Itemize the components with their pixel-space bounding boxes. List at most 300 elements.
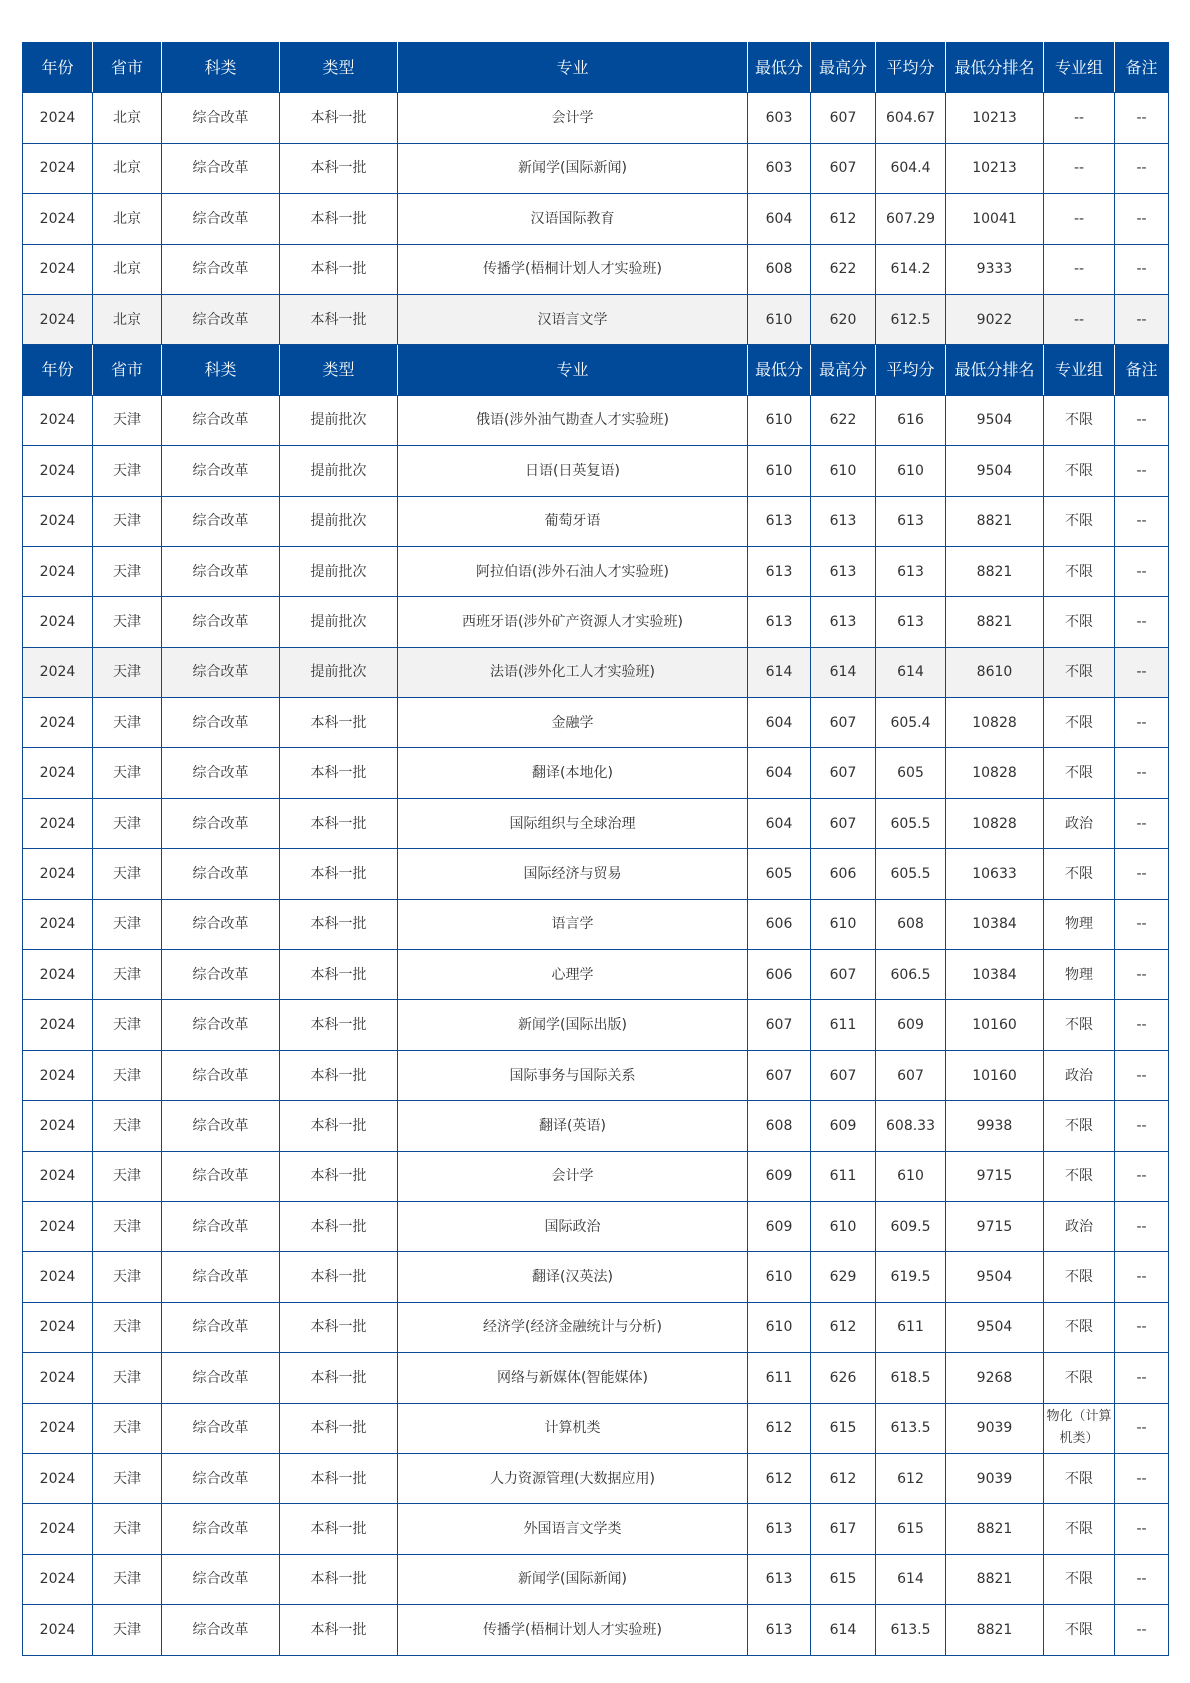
- cell-avg-score: 616: [876, 395, 946, 445]
- cell-min-rank: 9268: [946, 1353, 1044, 1403]
- cell-max-score: 612: [811, 1453, 876, 1503]
- cell-province: 天津: [93, 748, 162, 798]
- cell-min-score: 604: [748, 798, 811, 848]
- table-header-row: [23, 345, 1169, 395]
- cell-batch: 本科一批: [280, 1554, 398, 1604]
- cell-batch: 本科一批: [280, 899, 398, 949]
- cell-min-rank: 9333: [946, 244, 1044, 294]
- cell-remarks: --: [1115, 597, 1169, 647]
- cell-province: 北京: [93, 194, 162, 244]
- table-row: [23, 1000, 1169, 1050]
- cell-remarks: --: [1115, 1302, 1169, 1352]
- cell-remarks: --: [1115, 798, 1169, 848]
- cell-batch: 本科一批: [280, 244, 398, 294]
- column-header-min-score: 最低分: [748, 43, 811, 93]
- table-row: [23, 1302, 1169, 1352]
- cell-min-rank: 8821: [946, 597, 1044, 647]
- cell-subject-group: 不限: [1044, 496, 1115, 546]
- table-row: [23, 1403, 1169, 1453]
- cell-major: 法语(涉外化工人才实验班): [398, 647, 748, 697]
- cell-max-score: 607: [811, 698, 876, 748]
- cell-year: 2024: [23, 1504, 93, 1554]
- cell-subject-group: --: [1044, 93, 1115, 143]
- cell-min-rank: 9039: [946, 1453, 1044, 1503]
- cell-province: 天津: [93, 899, 162, 949]
- cell-min-score: 608: [748, 244, 811, 294]
- cell-year: 2024: [23, 1353, 93, 1403]
- table-row: [23, 496, 1169, 546]
- cell-batch: 提前批次: [280, 395, 398, 445]
- cell-category: 综合改革: [162, 1050, 280, 1100]
- cell-max-score: 611: [811, 1151, 876, 1201]
- cell-subject-group: 政治: [1044, 1050, 1115, 1100]
- cell-province: 天津: [93, 597, 162, 647]
- cell-min-rank: 10828: [946, 798, 1044, 848]
- cell-major: 翻译(英语): [398, 1101, 748, 1151]
- cell-province: 天津: [93, 1302, 162, 1352]
- cell-remarks: --: [1115, 849, 1169, 899]
- cell-remarks: --: [1115, 1101, 1169, 1151]
- cell-subject-group: 物化（计算机类）: [1044, 1403, 1115, 1453]
- cell-avg-score: 613: [876, 496, 946, 546]
- cell-province: 天津: [93, 1252, 162, 1302]
- cell-major: 西班牙语(涉外矿产资源人才实验班): [398, 597, 748, 647]
- cell-max-score: 610: [811, 446, 876, 496]
- cell-batch: 本科一批: [280, 194, 398, 244]
- cell-major: 新闻学(国际新闻): [398, 1554, 748, 1604]
- column-header-max-score: 最高分: [811, 43, 876, 93]
- cell-avg-score: 609: [876, 1000, 946, 1050]
- column-header-major: 专业: [398, 345, 748, 395]
- cell-avg-score: 605: [876, 748, 946, 798]
- cell-major: 翻译(本地化): [398, 748, 748, 798]
- cell-category: 综合改革: [162, 950, 280, 1000]
- cell-subject-group: 不限: [1044, 849, 1115, 899]
- cell-min-rank: 10160: [946, 1050, 1044, 1100]
- cell-major: 外国语言文学类: [398, 1504, 748, 1554]
- cell-year: 2024: [23, 1453, 93, 1503]
- cell-category: 综合改革: [162, 1403, 280, 1453]
- cell-province: 北京: [93, 244, 162, 294]
- cell-subject-group: 物理: [1044, 950, 1115, 1000]
- cell-min-rank: 8821: [946, 1504, 1044, 1554]
- cell-province: 天津: [93, 546, 162, 596]
- column-header-min-rank: 最低分排名: [946, 43, 1044, 93]
- cell-year: 2024: [23, 1201, 93, 1251]
- cell-remarks: --: [1115, 698, 1169, 748]
- cell-remarks: --: [1115, 1151, 1169, 1201]
- cell-category: 综合改革: [162, 1201, 280, 1251]
- admission-scores-table: [22, 42, 1169, 1656]
- cell-remarks: --: [1115, 1504, 1169, 1554]
- cell-min-score: 606: [748, 899, 811, 949]
- cell-province: 北京: [93, 93, 162, 143]
- cell-min-score: 613: [748, 1504, 811, 1554]
- cell-batch: 本科一批: [280, 93, 398, 143]
- table-row: [23, 1050, 1169, 1100]
- cell-major: 语言学: [398, 899, 748, 949]
- cell-min-score: 604: [748, 748, 811, 798]
- column-header-avg-score: 平均分: [876, 345, 946, 395]
- cell-subject-group: 不限: [1044, 1554, 1115, 1604]
- cell-min-rank: 8821: [946, 1605, 1044, 1655]
- cell-year: 2024: [23, 194, 93, 244]
- cell-subject-group: 不限: [1044, 1605, 1115, 1655]
- cell-min-rank: 10384: [946, 899, 1044, 949]
- column-header-avg-score: 平均分: [876, 43, 946, 93]
- cell-subject-group: 不限: [1044, 1353, 1115, 1403]
- cell-subject-group: --: [1044, 294, 1115, 344]
- cell-remarks: --: [1115, 496, 1169, 546]
- cell-batch: 本科一批: [280, 698, 398, 748]
- cell-province: 天津: [93, 698, 162, 748]
- cell-province: 天津: [93, 1403, 162, 1453]
- table-row: [23, 395, 1169, 445]
- cell-avg-score: 605.4: [876, 698, 946, 748]
- cell-subject-group: 不限: [1044, 1504, 1115, 1554]
- cell-category: 综合改革: [162, 194, 280, 244]
- cell-avg-score: 614: [876, 1554, 946, 1604]
- cell-max-score: 626: [811, 1353, 876, 1403]
- cell-province: 天津: [93, 446, 162, 496]
- cell-province: 天津: [93, 1504, 162, 1554]
- cell-remarks: --: [1115, 143, 1169, 193]
- table-row: [23, 1353, 1169, 1403]
- cell-min-rank: 10213: [946, 143, 1044, 193]
- cell-year: 2024: [23, 597, 93, 647]
- cell-min-score: 613: [748, 546, 811, 596]
- cell-batch: 本科一批: [280, 1453, 398, 1503]
- cell-min-score: 610: [748, 294, 811, 344]
- cell-subject-group: 不限: [1044, 1101, 1115, 1151]
- cell-min-rank: 9715: [946, 1201, 1044, 1251]
- table-row: [23, 546, 1169, 596]
- cell-batch: 本科一批: [280, 1353, 398, 1403]
- cell-max-score: 607: [811, 950, 876, 1000]
- cell-min-score: 604: [748, 698, 811, 748]
- cell-min-score: 614: [748, 647, 811, 697]
- cell-year: 2024: [23, 1403, 93, 1453]
- column-header-remarks: 备注: [1115, 43, 1169, 93]
- cell-batch: 本科一批: [280, 748, 398, 798]
- cell-avg-score: 607.29: [876, 194, 946, 244]
- table-row: [23, 1605, 1169, 1655]
- cell-category: 综合改革: [162, 93, 280, 143]
- cell-major: 新闻学(国际新闻): [398, 143, 748, 193]
- table-body: [23, 43, 1169, 1656]
- cell-max-score: 620: [811, 294, 876, 344]
- table-row: [23, 748, 1169, 798]
- cell-year: 2024: [23, 1302, 93, 1352]
- cell-batch: 本科一批: [280, 143, 398, 193]
- cell-batch: 提前批次: [280, 546, 398, 596]
- cell-remarks: --: [1115, 1252, 1169, 1302]
- cell-major: 新闻学(国际出版): [398, 1000, 748, 1050]
- column-header-max-score: 最高分: [811, 345, 876, 395]
- cell-min-score: 613: [748, 496, 811, 546]
- cell-category: 综合改革: [162, 496, 280, 546]
- column-header-major: 专业: [398, 43, 748, 93]
- cell-major: 人力资源管理(大数据应用): [398, 1453, 748, 1503]
- cell-year: 2024: [23, 647, 93, 697]
- cell-category: 综合改革: [162, 1151, 280, 1201]
- column-header-category: 科类: [162, 345, 280, 395]
- table-row: [23, 1101, 1169, 1151]
- cell-batch: 提前批次: [280, 597, 398, 647]
- cell-max-score: 615: [811, 1554, 876, 1604]
- cell-max-score: 613: [811, 496, 876, 546]
- cell-major: 传播学(梧桐计划人才实验班): [398, 1605, 748, 1655]
- cell-major: 心理学: [398, 950, 748, 1000]
- cell-province: 天津: [93, 496, 162, 546]
- cell-province: 天津: [93, 1101, 162, 1151]
- cell-min-score: 609: [748, 1201, 811, 1251]
- column-header-min-rank: 最低分排名: [946, 345, 1044, 395]
- cell-subject-group: 不限: [1044, 546, 1115, 596]
- table-row: [23, 446, 1169, 496]
- cell-year: 2024: [23, 1000, 93, 1050]
- table-row: [23, 950, 1169, 1000]
- cell-province: 天津: [93, 1353, 162, 1403]
- cell-category: 综合改革: [162, 1302, 280, 1352]
- cell-min-rank: 10041: [946, 194, 1044, 244]
- column-header-batch: 类型: [280, 345, 398, 395]
- cell-province: 天津: [93, 1201, 162, 1251]
- cell-remarks: --: [1115, 899, 1169, 949]
- admission-scores-table-container: [22, 42, 1168, 1656]
- cell-major: 传播学(梧桐计划人才实验班): [398, 244, 748, 294]
- cell-max-score: 607: [811, 798, 876, 848]
- cell-avg-score: 609.5: [876, 1201, 946, 1251]
- cell-min-rank: 10828: [946, 698, 1044, 748]
- cell-min-rank: 8821: [946, 546, 1044, 596]
- cell-max-score: 612: [811, 194, 876, 244]
- cell-avg-score: 613: [876, 546, 946, 596]
- cell-batch: 本科一批: [280, 950, 398, 1000]
- cell-max-score: 612: [811, 1302, 876, 1352]
- cell-max-score: 622: [811, 395, 876, 445]
- cell-major: 会计学: [398, 93, 748, 143]
- cell-remarks: --: [1115, 1353, 1169, 1403]
- cell-remarks: --: [1115, 1403, 1169, 1453]
- cell-remarks: --: [1115, 1201, 1169, 1251]
- cell-category: 综合改革: [162, 546, 280, 596]
- cell-remarks: --: [1115, 1453, 1169, 1503]
- cell-avg-score: 604.67: [876, 93, 946, 143]
- cell-year: 2024: [23, 899, 93, 949]
- cell-avg-score: 604.4: [876, 143, 946, 193]
- cell-min-score: 605: [748, 849, 811, 899]
- cell-province: 天津: [93, 1000, 162, 1050]
- column-header-remarks: 备注: [1115, 345, 1169, 395]
- cell-subject-group: 不限: [1044, 1252, 1115, 1302]
- cell-max-score: 613: [811, 546, 876, 596]
- cell-category: 综合改革: [162, 244, 280, 294]
- cell-min-score: 613: [748, 597, 811, 647]
- cell-avg-score: 610: [876, 1151, 946, 1201]
- cell-major: 汉语言文学: [398, 294, 748, 344]
- cell-max-score: 610: [811, 1201, 876, 1251]
- cell-min-rank: 9938: [946, 1101, 1044, 1151]
- cell-min-score: 607: [748, 1050, 811, 1100]
- cell-max-score: 622: [811, 244, 876, 294]
- cell-remarks: --: [1115, 93, 1169, 143]
- cell-year: 2024: [23, 143, 93, 193]
- cell-min-rank: 8821: [946, 1554, 1044, 1604]
- cell-max-score: 607: [811, 1050, 876, 1100]
- cell-batch: 本科一批: [280, 798, 398, 848]
- cell-avg-score: 612: [876, 1453, 946, 1503]
- cell-subject-group: 不限: [1044, 597, 1115, 647]
- table-row: [23, 93, 1169, 143]
- cell-province: 天津: [93, 1605, 162, 1655]
- cell-province: 天津: [93, 647, 162, 697]
- cell-category: 综合改革: [162, 446, 280, 496]
- cell-category: 综合改革: [162, 395, 280, 445]
- cell-max-score: 607: [811, 93, 876, 143]
- cell-subject-group: 不限: [1044, 1453, 1115, 1503]
- cell-min-rank: 10160: [946, 1000, 1044, 1050]
- cell-min-score: 613: [748, 1605, 811, 1655]
- column-header-batch: 类型: [280, 43, 398, 93]
- cell-batch: 本科一批: [280, 1504, 398, 1554]
- cell-remarks: --: [1115, 647, 1169, 697]
- cell-remarks: --: [1115, 1554, 1169, 1604]
- cell-year: 2024: [23, 1605, 93, 1655]
- cell-remarks: --: [1115, 446, 1169, 496]
- cell-year: 2024: [23, 1252, 93, 1302]
- cell-batch: 本科一批: [280, 1403, 398, 1453]
- cell-year: 2024: [23, 546, 93, 596]
- cell-category: 综合改革: [162, 798, 280, 848]
- cell-avg-score: 618.5: [876, 1353, 946, 1403]
- cell-min-score: 607: [748, 1000, 811, 1050]
- table-row: [23, 1151, 1169, 1201]
- table-row: [23, 597, 1169, 647]
- cell-max-score: 611: [811, 1000, 876, 1050]
- cell-min-rank: 8610: [946, 647, 1044, 697]
- cell-year: 2024: [23, 1050, 93, 1100]
- table-row: [23, 698, 1169, 748]
- cell-major: 翻译(汉英法): [398, 1252, 748, 1302]
- cell-province: 天津: [93, 849, 162, 899]
- cell-max-score: 607: [811, 748, 876, 798]
- cell-subject-group: 政治: [1044, 1201, 1115, 1251]
- cell-min-score: 612: [748, 1403, 811, 1453]
- cell-batch: 本科一批: [280, 1201, 398, 1251]
- cell-avg-score: 607: [876, 1050, 946, 1100]
- table-row: [23, 1554, 1169, 1604]
- cell-subject-group: 不限: [1044, 1000, 1115, 1050]
- cell-subject-group: 不限: [1044, 395, 1115, 445]
- cell-min-rank: 10384: [946, 950, 1044, 1000]
- cell-max-score: 615: [811, 1403, 876, 1453]
- cell-avg-score: 608: [876, 899, 946, 949]
- cell-avg-score: 608.33: [876, 1101, 946, 1151]
- cell-min-rank: 9504: [946, 1252, 1044, 1302]
- cell-batch: 本科一批: [280, 1101, 398, 1151]
- cell-min-score: 609: [748, 1151, 811, 1201]
- cell-batch: 提前批次: [280, 496, 398, 546]
- cell-province: 天津: [93, 1050, 162, 1100]
- table-row: [23, 1201, 1169, 1251]
- cell-major: 俄语(涉外油气勘查人才实验班): [398, 395, 748, 445]
- cell-batch: 本科一批: [280, 294, 398, 344]
- cell-min-score: 604: [748, 194, 811, 244]
- cell-year: 2024: [23, 849, 93, 899]
- table-row: [23, 647, 1169, 697]
- cell-category: 综合改革: [162, 1453, 280, 1503]
- cell-major: 网络与新媒体(智能媒体): [398, 1353, 748, 1403]
- column-header-year: 年份: [23, 345, 93, 395]
- cell-year: 2024: [23, 496, 93, 546]
- table-row: [23, 244, 1169, 294]
- cell-max-score: 610: [811, 899, 876, 949]
- cell-remarks: --: [1115, 244, 1169, 294]
- cell-category: 综合改革: [162, 698, 280, 748]
- column-header-min-score: 最低分: [748, 345, 811, 395]
- cell-major: 会计学: [398, 1151, 748, 1201]
- cell-year: 2024: [23, 244, 93, 294]
- cell-min-score: 610: [748, 446, 811, 496]
- cell-min-score: 608: [748, 1101, 811, 1151]
- table-row: [23, 1252, 1169, 1302]
- cell-remarks: --: [1115, 1000, 1169, 1050]
- cell-remarks: --: [1115, 546, 1169, 596]
- cell-province: 北京: [93, 294, 162, 344]
- cell-avg-score: 613.5: [876, 1403, 946, 1453]
- cell-year: 2024: [23, 748, 93, 798]
- cell-major: 经济学(经济金融统计与分析): [398, 1302, 748, 1352]
- cell-category: 综合改革: [162, 294, 280, 344]
- cell-category: 综合改革: [162, 647, 280, 697]
- cell-major: 葡萄牙语: [398, 496, 748, 546]
- cell-remarks: --: [1115, 1605, 1169, 1655]
- cell-avg-score: 615: [876, 1504, 946, 1554]
- cell-max-score: 613: [811, 597, 876, 647]
- table-row: [23, 1504, 1169, 1554]
- column-header-subject-group: 专业组: [1044, 43, 1115, 93]
- column-header-category: 科类: [162, 43, 280, 93]
- cell-major: 日语(日英复语): [398, 446, 748, 496]
- cell-category: 综合改革: [162, 1101, 280, 1151]
- cell-max-score: 614: [811, 1605, 876, 1655]
- cell-major: 阿拉伯语(涉外石油人才实验班): [398, 546, 748, 596]
- table-row: [23, 294, 1169, 344]
- cell-max-score: 629: [811, 1252, 876, 1302]
- cell-year: 2024: [23, 1101, 93, 1151]
- cell-batch: 本科一批: [280, 1050, 398, 1100]
- cell-avg-score: 605.5: [876, 798, 946, 848]
- cell-year: 2024: [23, 395, 93, 445]
- cell-max-score: 617: [811, 1504, 876, 1554]
- cell-category: 综合改革: [162, 1252, 280, 1302]
- table-header-row: [23, 43, 1169, 93]
- cell-max-score: 607: [811, 143, 876, 193]
- cell-avg-score: 614.2: [876, 244, 946, 294]
- cell-remarks: --: [1115, 294, 1169, 344]
- cell-remarks: --: [1115, 395, 1169, 445]
- cell-year: 2024: [23, 93, 93, 143]
- cell-province: 天津: [93, 1554, 162, 1604]
- cell-category: 综合改革: [162, 1000, 280, 1050]
- cell-remarks: --: [1115, 194, 1169, 244]
- cell-min-score: 603: [748, 93, 811, 143]
- cell-max-score: 606: [811, 849, 876, 899]
- cell-min-rank: 9504: [946, 1302, 1044, 1352]
- cell-subject-group: 不限: [1044, 698, 1115, 748]
- cell-subject-group: 政治: [1044, 798, 1115, 848]
